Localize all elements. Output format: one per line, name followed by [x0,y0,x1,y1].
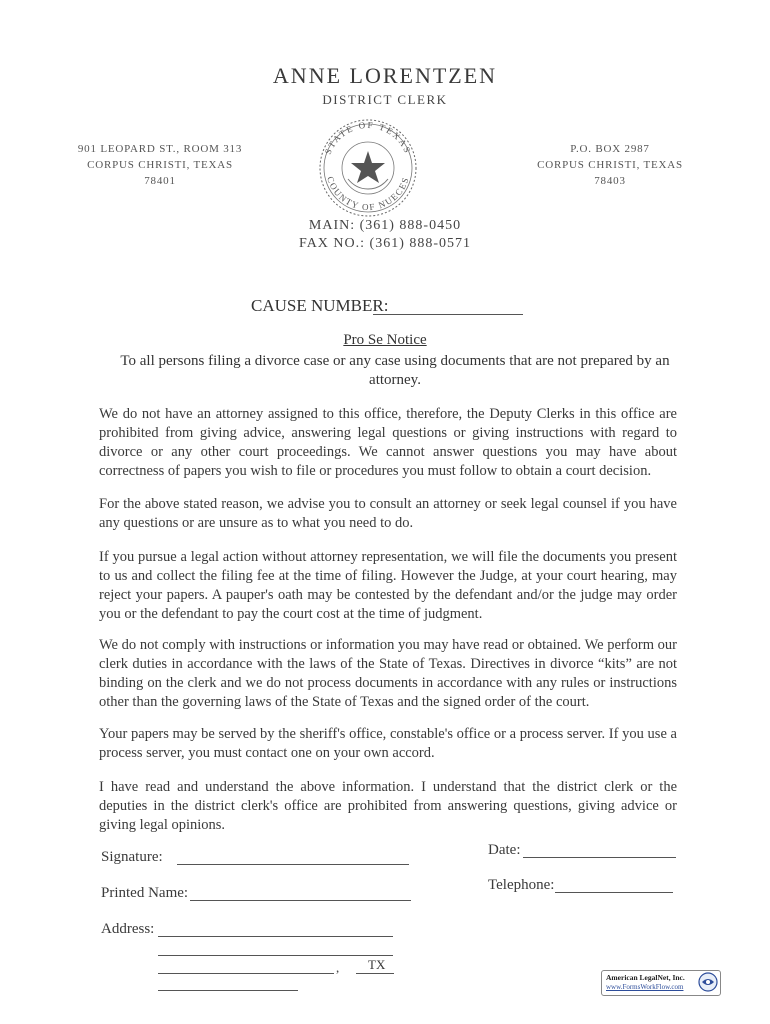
seal-bottom-text: COUNTY OF NUECES [325,175,411,213]
po-box-address-line: P.O. BOX 2987 [570,143,650,155]
printed-name-label: Printed Name: [101,885,189,901]
main-phone: MAIN: (361) 888-0450 [308,218,462,233]
signature-label: Signature: [101,849,163,865]
address-line-1-field[interactable] [158,936,393,937]
telephone-label: Telephone: [488,877,555,893]
street-address-line: 78401 [144,175,176,187]
county-seal [312,117,424,219]
street-address [60,141,260,189]
state-value: TX [368,957,386,972]
po-box-address-line: CORPUS CHRISTI, TEXAS [537,159,683,171]
paragraph: Your papers may be served by the sheriff's office, constable's office or a process server. If you use a process server, you must contact one on your own accord. [99,726,677,761]
city-state-comma: , [336,960,340,975]
clerk-title: DISTRICT CLERK [322,92,448,107]
printed-name-field[interactable] [190,900,411,901]
paragraph: For the above stated reason, we advise you to consult an attorney or seek legal counsel if you have any questions or are unsure as to what you need to do. [99,496,677,531]
cause-number-field[interactable] [373,314,523,315]
street-address-line: 901 LEOPARD ST., ROOM 313 [77,143,243,155]
paragraph: We do not have an attorney assigned to this office, therefore, the Deputy Clerks in this office are prohibited from giving advice, answering legal questions or giving instructions with regard to divorce or any other court proceedings. We cannot answer questions you may have about correctness of papers you wish to file or procedures you must follow to obtain a court decision. [99,406,677,479]
notice-subtitle: To all persons filing a divorce case or any case using documents that are not prepared by an attorney. [120,353,670,388]
star-icon [351,151,385,183]
svg-text:STATE OF TEXAS [323,120,414,156]
po-box-address [520,141,700,189]
telephone-field[interactable] [555,892,673,893]
seal-top-text: STATE OF TEXAS [322,119,414,156]
cause-number-label: CAUSE NUMBER: [251,296,389,315]
paragraph: I have read and understand the above information. I understand that the district clerk or the deputies in the district clerk's office are prohibited from answering questions, giving advice or giving legal opinions. [99,779,677,833]
notice-title: Pro Se Notice [343,332,427,348]
signature-field[interactable] [177,864,409,865]
clerk-name: ANNE LORENTZEN [272,63,498,88]
paragraph: If you pursue a legal action without attorney representation, we will file the documents you present to us and collect the filing fee at the time of filing. However the Judge, at your court hearing, may reject your papers. A pauper's oath may be contested by the defendant and/or the judge may order you or the defendant to pay the court cost at the time of judgment. [99,549,677,622]
address-label: Address: [101,921,155,937]
zip-field[interactable] [158,990,298,991]
state-field[interactable] [356,973,394,974]
street-address-line: CORPUS CHRISTI, TEXAS [87,159,233,171]
logo-url-link[interactable]: www.FormsWorkFlow.com [606,983,684,991]
date-field[interactable] [523,857,676,858]
address-line-2-field[interactable] [158,955,393,956]
date-label: Date: [488,842,521,858]
logo-company-name: American LegalNet, Inc. [606,973,685,982]
city-field[interactable] [158,973,334,974]
american-legalnet-logo[interactable] [601,970,721,996]
po-box-address-line: 78403 [594,175,626,187]
globe-icon [698,972,718,992]
paragraph: We do not comply with instructions or information you may have read or obtained. We perform our clerk duties in accordance with the laws of the State of Texas. Directives in divorce “kits” are not binding on the clerk and we do not process documents in accordance with any rules or instructions other than the governing laws of the State of Texas and the signed order of the court. [99,637,677,710]
fax-number: FAX NO.: (361) 888-0571 [298,236,472,251]
